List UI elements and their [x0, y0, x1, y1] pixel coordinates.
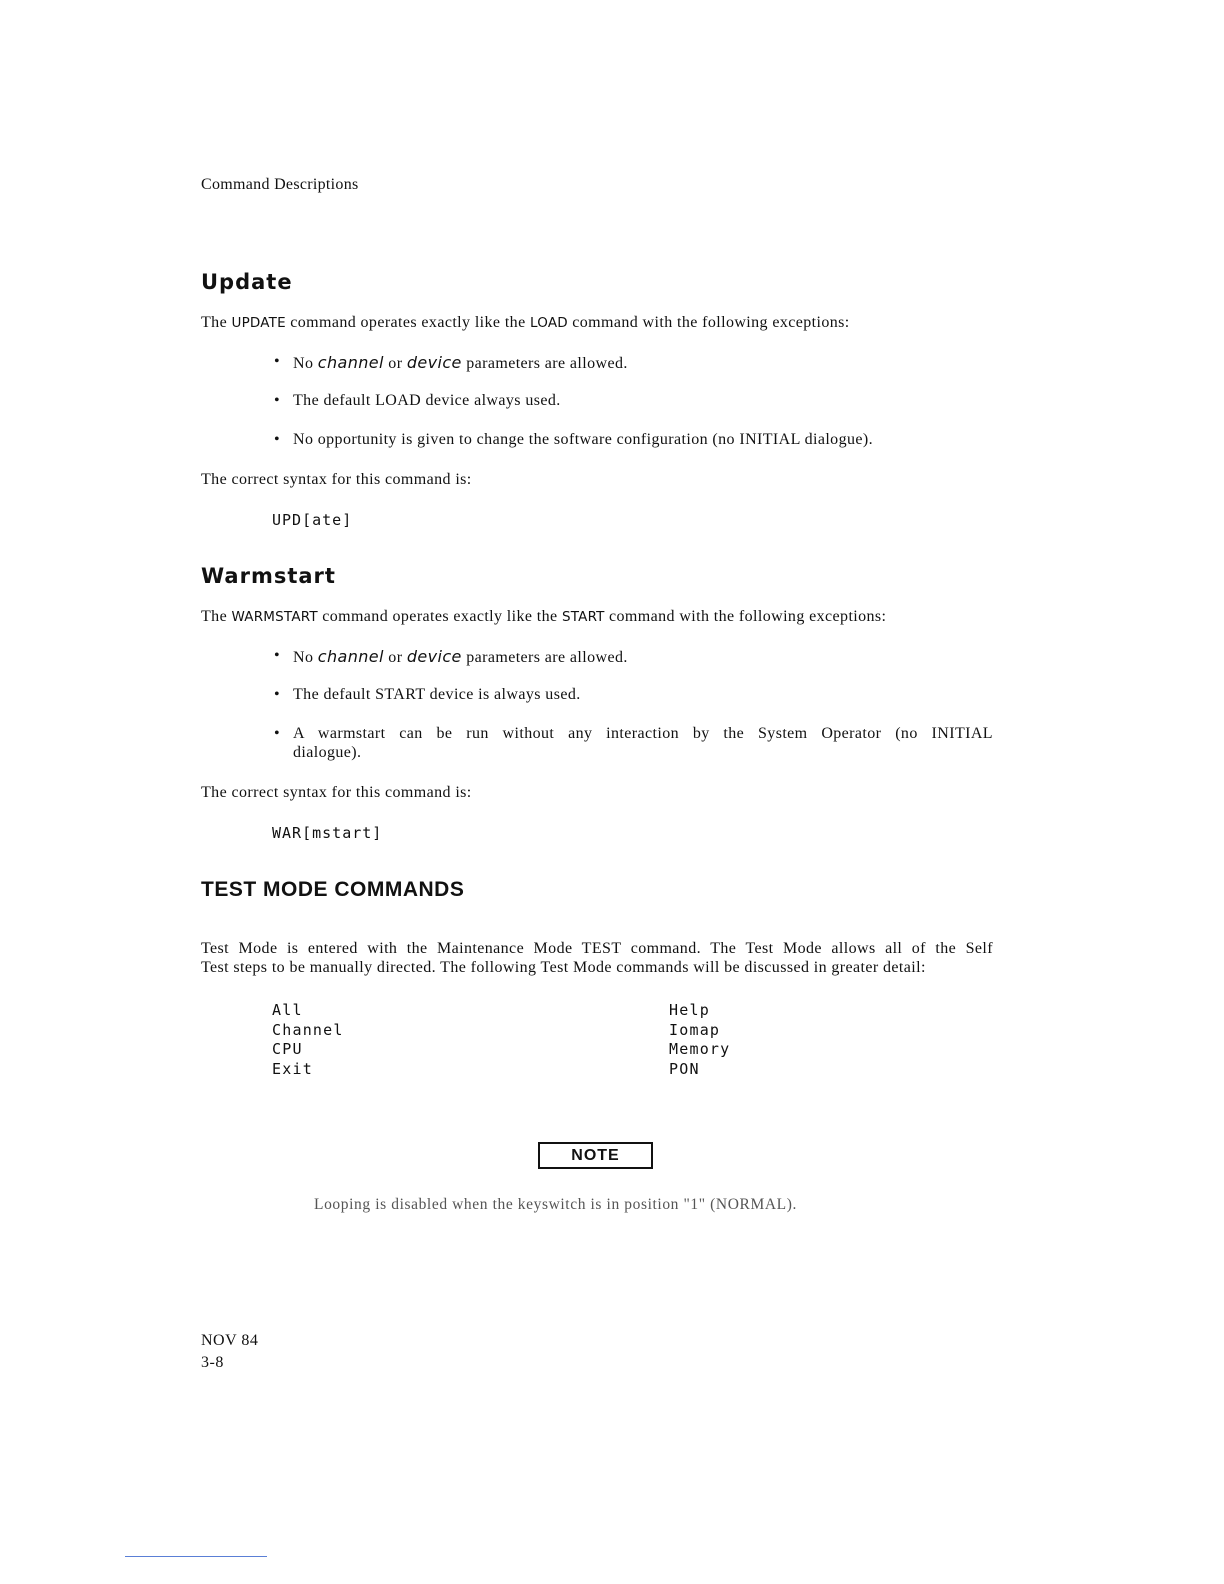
bullet-icon: •: [274, 431, 281, 448]
command-exit: Exit: [272, 1059, 313, 1078]
bullet-icon: •: [274, 686, 281, 703]
bullet-text: No opportunity is given to change the software configuration (no INITIAL dialogue).: [293, 431, 874, 448]
bullet-text: No: [293, 355, 314, 372]
command-pon: PON: [669, 1059, 700, 1078]
command-cpu: CPU: [272, 1040, 303, 1058]
update-intro-cmd2: LOAD: [529, 315, 568, 331]
bullet-text: parameters are allowed.: [466, 355, 628, 372]
update-syntax-intro: The correct syntax for this command is:: [201, 471, 472, 488]
warmstart-intro-mid: command operates exactly like the: [322, 608, 558, 625]
note-label-box: NOTE: [538, 1142, 653, 1169]
note-text: Looping is disabled when the keyswitch is in position "1" (NORMAL).: [314, 1196, 797, 1213]
bullet-icon: •: [274, 353, 281, 370]
warmstart-syntax: WAR[mstart]: [272, 824, 383, 842]
test-mode-paragraph: [201, 940, 993, 977]
bullet-text: No: [293, 649, 314, 666]
test-mode-heading: TEST MODE COMMANDS: [201, 878, 465, 901]
update-intro-cmd: UPDATE: [231, 315, 286, 331]
scan-edge-rule: [125, 1556, 267, 1557]
bullet-text: parameters are allowed.: [466, 649, 628, 666]
bullet-text: or: [388, 355, 403, 372]
warmstart-intro-pre: The: [201, 608, 228, 625]
bullet-text-line-1: A warmstart can be run without any interaction by the System Operator (no INITIAL: [293, 725, 993, 742]
warmstart-intro-cmd: WARMSTART: [231, 609, 318, 625]
update-syntax: UPD[ate]: [272, 511, 353, 529]
warmstart-intro: [201, 608, 886, 626]
bullet-text: The default LOAD device always used.: [293, 392, 561, 409]
update-intro-pre: The: [201, 314, 228, 331]
command-channel: Channel: [272, 1020, 344, 1039]
warmstart-bullet-3: [274, 725, 993, 762]
update-intro-mid: command operates exactly like the: [290, 314, 526, 331]
warmstart-bullet-1: [274, 647, 628, 667]
param-channel: channel: [317, 647, 384, 666]
bullet-icon: •: [274, 647, 281, 664]
bullet-text: The default START device is always used.: [293, 686, 581, 703]
warmstart-bullet-2: [274, 686, 581, 704]
bullet-icon: •: [274, 725, 281, 742]
command-iomap: Iomap: [669, 1020, 721, 1039]
update-bullet-3: [274, 431, 874, 449]
update-bullet-1: [274, 353, 628, 373]
bullet-text-line-2: dialogue).: [293, 744, 362, 761]
page-number: 3-8: [201, 1354, 224, 1371]
update-bullet-2: [274, 392, 561, 410]
warmstart-intro-post: command with the following exceptions:: [609, 608, 887, 625]
warmstart-heading: Warmstart: [201, 564, 336, 588]
update-intro-post: command with the following exceptions:: [572, 314, 850, 331]
param-channel: channel: [317, 353, 384, 372]
bullet-text: or: [388, 649, 403, 666]
param-device: device: [406, 353, 462, 372]
running-head: Command Descriptions: [201, 176, 359, 193]
command-all: All: [272, 1001, 303, 1019]
update-intro: [201, 314, 850, 332]
param-device: device: [406, 647, 462, 666]
test-commands-left-column: [272, 1001, 344, 1079]
warmstart-syntax-intro: The correct syntax for this command is:: [201, 784, 472, 801]
footer-date: NOV 84: [201, 1332, 259, 1349]
bullet-icon: •: [274, 392, 281, 409]
test-mode-para-line-2: Test steps to be manually directed. The following Test Mode commands will be discussed in greater detail:: [201, 959, 926, 976]
test-mode-para-line-1: Test Mode is entered with the Maintenance Mode TEST command. The Test Mode allows all of the Self: [201, 940, 993, 957]
update-heading: Update: [201, 270, 293, 294]
test-commands-right-column: [669, 1001, 730, 1079]
command-help: Help: [669, 1001, 710, 1019]
warmstart-intro-cmd2: START: [561, 609, 605, 625]
command-memory: Memory: [669, 1040, 731, 1058]
